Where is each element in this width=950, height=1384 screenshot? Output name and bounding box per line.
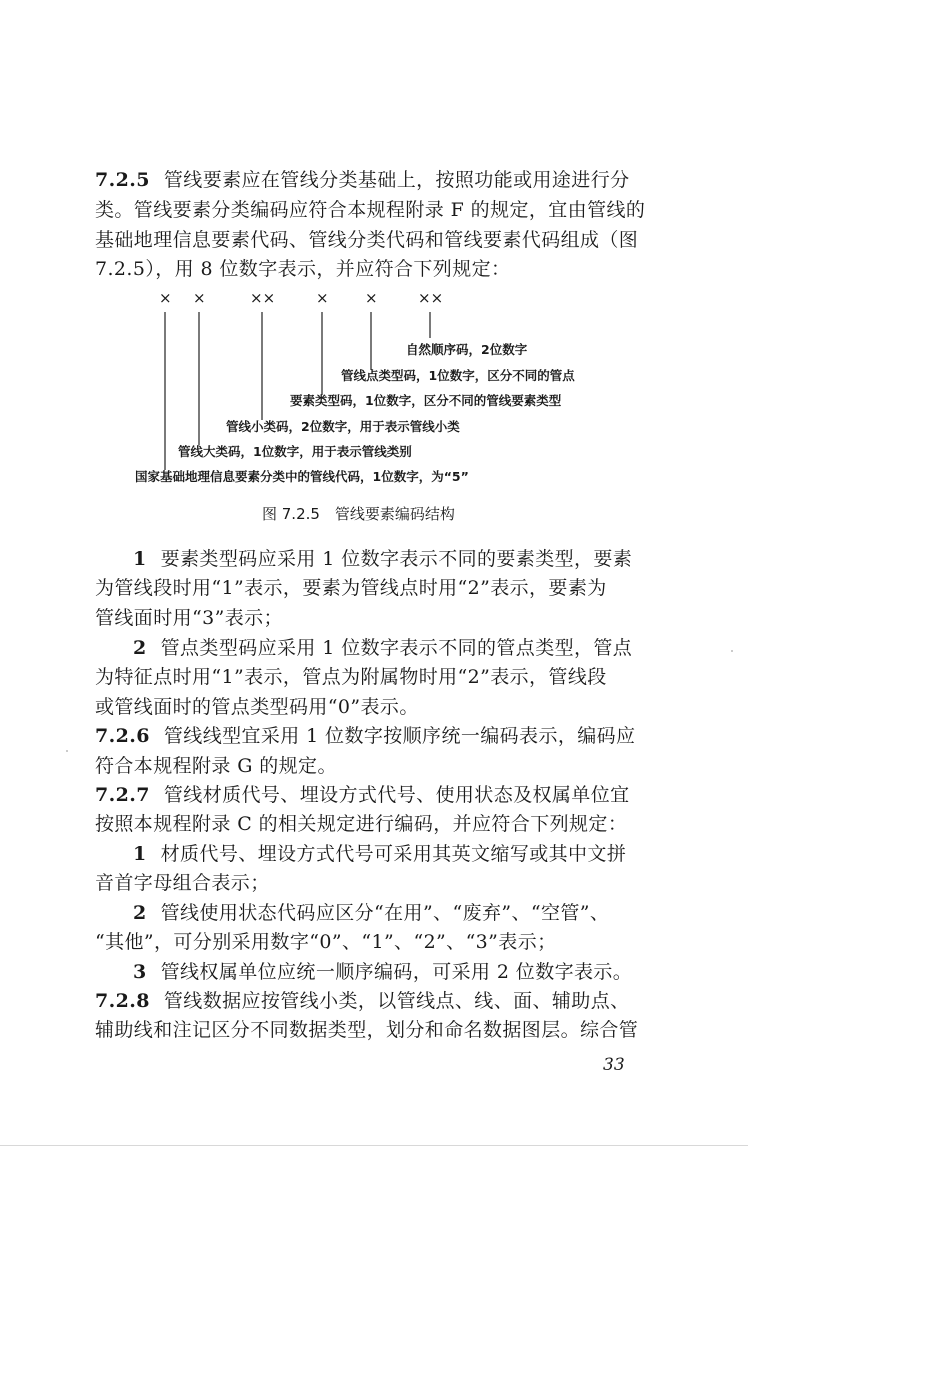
section-number: 7.2.8 bbox=[95, 990, 150, 1012]
diagram-label-national-code: 国家基础地理信息要素分类中的管线代码，1位数字，为“5” bbox=[135, 469, 469, 484]
item-727-3-line-1: 3 管线权属单位应统一顺序编码，可采用 2 位数字表示。 bbox=[133, 961, 633, 983]
item-2-line-1: 2 管点类型码应采用 1 位数字表示不同的管点类型，管点 bbox=[133, 637, 633, 659]
section-7-2-6-line-1: 7.2.6 管线线型宜采用 1 位数字按顺序统一编码表示，编码应 bbox=[95, 725, 636, 747]
coding-structure-diagram bbox=[120, 288, 640, 488]
code-digit-mark: × bbox=[365, 289, 378, 307]
item-727-2-line-2: “其他”，可分别采用数字“0”、“1”、“2”、“3”表示； bbox=[95, 931, 557, 953]
diagram-label-sequence-code: 自然顺序码，2位数字 bbox=[406, 342, 528, 357]
item-1-line-3: 管线面时用“3”表示； bbox=[95, 607, 283, 629]
code-digit-mark: × bbox=[193, 289, 206, 307]
item-1-line-1: 1 要素类型码应采用 1 位数字表示不同的要素类型，要素 bbox=[133, 548, 633, 570]
diagram-label-subclass-code: 管线小类码，2位数字，用于表示管线小类 bbox=[226, 419, 460, 434]
item-727-2-line-1: 2 管线使用状态代码应区分“在用”、“废弃”、“空管”、 bbox=[133, 902, 610, 924]
diagram-label-element-type-code: 要素类型码，1位数字，区分不同的管线要素类型 bbox=[290, 393, 562, 408]
diagram-label-point-type-code: 管线点类型码，1位数字，区分不同的管点 bbox=[341, 368, 575, 383]
page-bottom-rule bbox=[0, 1145, 748, 1146]
section-7-2-6-line-2: 符合本规程附录 G 的规定。 bbox=[95, 755, 337, 777]
scan-speck bbox=[731, 650, 733, 652]
section-7-2-8-line-1: 7.2.8 管线数据应按管线小类，以管线点、线、面、辅助点、 bbox=[95, 990, 630, 1012]
item-1-line-2: 为管线段时用“1”表示，要素为管线点时用“2”表示，要素为 bbox=[95, 577, 607, 599]
diagram-label-class-code: 管线大类码，1位数字，用于表示管线类别 bbox=[178, 444, 412, 459]
item-727-1-line-1: 1 材质代号、埋设方式代号可采用其英文缩写或其中文拼 bbox=[133, 843, 627, 865]
section-7-2-5-line-4: 7.2.5），用 8 位数字表示，并应符合下列规定： bbox=[95, 258, 511, 280]
section-7-2-5-line-2: 类。管线要素分类编码应符合本规程附录 F 的规定，宜由管线的 bbox=[95, 199, 646, 221]
code-digit-mark: × bbox=[159, 289, 172, 307]
section-number: 7.2.5 bbox=[95, 169, 150, 191]
page-number: 33 bbox=[603, 1055, 625, 1075]
section-7-2-5-line-3: 基础地理信息要素代码、管线分类代码和管线要素代码组成（图 bbox=[95, 229, 639, 251]
item-727-1-line-2: 音首字母组合表示； bbox=[95, 872, 270, 894]
code-digit-mark: ×× bbox=[418, 289, 444, 307]
item-2-line-3: 或管线面时的管点类型码用“0”表示。 bbox=[95, 696, 419, 718]
section-7-2-7-line-1: 7.2.7 管线材质代号、埋设方式代号、使用状态及权属单位宜 bbox=[95, 784, 630, 806]
section-7-2-7-line-2: 按照本规程附录 C 的相关规定进行编码，并应符合下列规定： bbox=[95, 813, 628, 835]
code-digit-mark: × bbox=[316, 289, 329, 307]
section-7-2-5-line-1: 7.2.5 管线要素应在管线分类基础上，按照功能或用途进行分 bbox=[95, 169, 630, 191]
scan-speck bbox=[66, 750, 68, 752]
item-2-line-2: 为特征点时用“1”表示，管点为附属物时用“2”表示，管线段 bbox=[95, 666, 607, 688]
section-7-2-8-line-2: 辅助线和注记区分不同数据类型，划分和命名数据图层。综合管 bbox=[95, 1019, 639, 1041]
figure-caption: 图 7.2.5 管线要素编码结构 bbox=[262, 505, 455, 523]
code-digit-mark: ×× bbox=[250, 289, 276, 307]
section-number: 7.2.6 bbox=[95, 725, 150, 747]
section-number: 7.2.7 bbox=[95, 784, 150, 806]
